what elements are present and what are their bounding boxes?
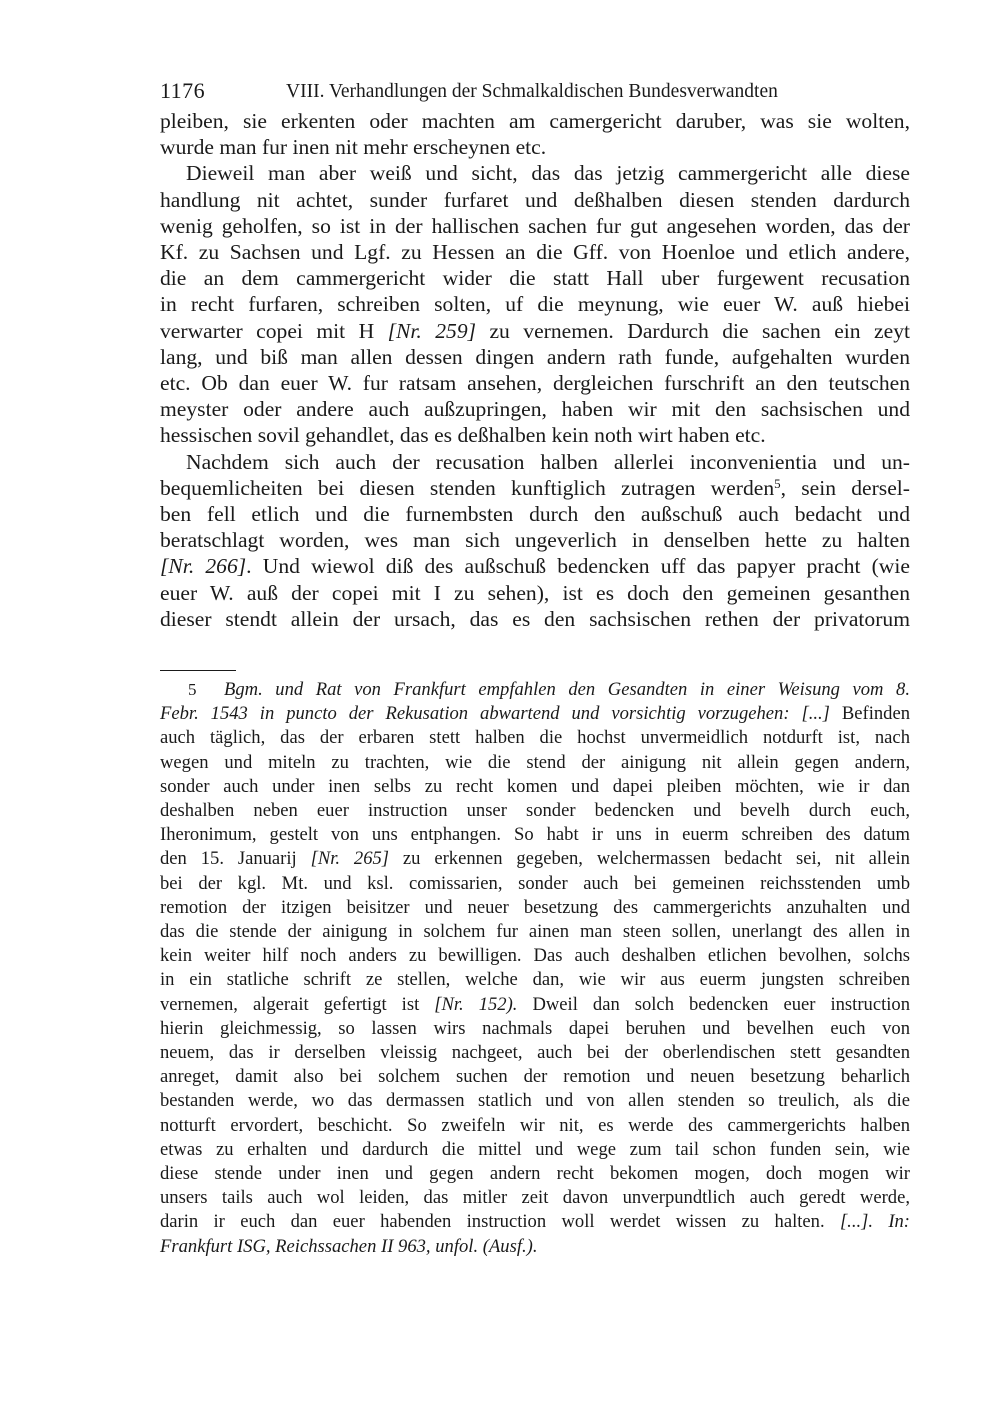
text-line: dieser stendt allein der ursach, das es den sachsischen rethen der privatorum	[160, 606, 910, 631]
footnote-line: bei der kgl. Mt. und ksl. comissarien, sonder auch bei gemeinen reichsstenden umb	[160, 872, 910, 894]
text-line: beratschlagt worden, wes man sich ungeverlich in denselben hette zu halten	[160, 528, 910, 553]
text-line	[160, 553, 910, 579]
footnote-line: sonder auch under inen selbs zu recht komen und dapei pleiben möchten, wie ir dan	[160, 775, 910, 797]
text-segment: verwarter copei mit H	[160, 318, 388, 343]
footnote-line	[160, 993, 910, 1017]
footnote-line: etwas zu erhalten und dardurch die mittel und wege zum tail schon funden sein, wie	[160, 1138, 910, 1160]
cross-reference: [Nr. 152).	[434, 993, 518, 1015]
footnote	[160, 678, 910, 1259]
text-line: etc. Ob dan euer W. fur ratsam ansehen, dergleichen furschrift an den teutschen	[160, 371, 910, 396]
text-line: wurde man fur inen nit mehr erscheynen etc.	[160, 135, 547, 160]
source-citation: Frankfurt ISG, Reichssachen II 963, unfol. (Ausf.).	[160, 1235, 538, 1257]
text-line: pleiben, sie erkenten oder machten am camergericht daruber, was sie wolten,	[160, 109, 910, 133]
footnote-line: in ein statliche schrift ze stellen, welche dan, wie wir aus euerm jungsten schreiben	[160, 969, 910, 991]
footnote-line: wegen und miteln zu trachten, wie die stend der ainigung nit allein gegen andern,	[160, 751, 910, 773]
footnote-number: 5	[188, 680, 197, 699]
text-line: Kf. zu Sachsen und Lgf. zu Hessen an die Gff. von Hoenloe und etlich andere,	[160, 240, 910, 265]
text-segment: Dweil dan solch bedencken euer instruction	[517, 993, 911, 1015]
text-line	[160, 318, 910, 344]
page	[160, 78, 910, 632]
text-line: ben fell etlich und die furnembsten durch den außschuß auch bedacht und	[160, 502, 910, 527]
text-segment: darin ir euch dan euer habenden instruction woll werdet wissen zu halten.	[160, 1211, 840, 1233]
text-line: euer W. auß der copei mit I zu sehen), ist es doch den gemeinen gesanthen	[160, 580, 910, 605]
footnote-line: diese stende under inen und gegen andern recht bekomen mogen, doch mogen wir	[160, 1163, 910, 1185]
text-line: Dieweil man aber weiß und sicht, das das jetzig cammergericht alle diese	[186, 161, 910, 186]
footnote-line	[160, 1235, 910, 1259]
running-title: VIII. Verhandlungen der Schmalkaldischen Bundesverwandten	[286, 81, 778, 102]
text-segment: zu erkennen gegeben, welchermassen bedacht sei, nit allein	[389, 848, 910, 870]
text-segment: vernemen, algerait gefertigt ist	[160, 993, 435, 1015]
text-segment: , sein dersel-	[780, 475, 910, 500]
text-segment: den 15. Januarij	[160, 848, 311, 870]
footnote-line: bestanden werde, wo das dermassen statlich und von allen stenden so treulich, als die	[160, 1090, 910, 1112]
footnote-line: notturft ervordert, beschicht. So zweifeln wir nit, es werde des cammergerichts halben	[160, 1114, 910, 1136]
text-line: lang, und biß man allen dessen dingen andern rath funde, aufgehalten wurden	[160, 344, 910, 369]
text-line: handlung nit achtet, sunder furfaret und deßhalben diesen stenden dardurch	[160, 187, 910, 212]
running-header	[160, 78, 910, 108]
text-line: wenig geholfen, so ist in der hallischen sachen fur gut angesehen worden, das der	[160, 213, 910, 238]
footnote-line: das die stende der ainigung in solchem fur ainen man steen sollen, unerlangt des allen in	[160, 921, 910, 943]
text-segment: bequemlicheiten bei diesen stenden kunftiglich zutragen werden	[160, 475, 775, 500]
source-citation: [...]. In:	[839, 1211, 910, 1233]
text-line: in recht furfaren, schreiben solten, uf die meynung, wie euer W. auß hiebei	[160, 292, 910, 317]
footnote-line: kein weiter hilf noch anders zu bewilligen. Das auch deshalben etlichen bevolhen, solchs	[160, 945, 910, 967]
footnote-line	[160, 702, 910, 726]
footnote-line: Iheronimum, gestelt von uns entphangen. So habt ir uns in euerm schreiben des datum	[160, 824, 910, 846]
text-line: Nachdem sich auch der recusation halben allerlei inconvenientia und un-	[186, 449, 910, 474]
footnote-line: hierin gleichmessig, so lassen wirs nachmals dapei beruhen und bevelhen euch von	[160, 1017, 910, 1039]
footnote-line	[160, 678, 910, 702]
footnote-rule	[160, 670, 236, 671]
footnote-line: unsers tails auch wol leiden, das mitler zeit davon unverpundtlich auch geredt werde,	[160, 1187, 910, 1209]
text-segment: . Und wiewol diß des außschuß bedencken uff das papyer pracht (wie	[246, 554, 910, 579]
footnote-marker: 5	[774, 475, 781, 491]
page-number: 1176	[160, 78, 206, 103]
footnote-line: neuem, das ir derselben vleissig nachgeet, auch bei der oberlendischen stett gesandten	[160, 1042, 910, 1064]
cross-reference: [Nr. 265]	[310, 848, 390, 870]
editorial-note: Febr. 1543 in puncto der Rekusation abwartend und vorsichtig vorzugehen: [...]	[160, 703, 830, 725]
text-segment: zu vernemen. Dardurch die sachen ein zeyt	[476, 318, 910, 343]
footnote-line	[160, 1210, 910, 1234]
text-line: hessischen sovil gehandlet, das es deßhalben kein noth wirt haben etc.	[160, 423, 766, 448]
text-line: die an dem cammergericht wider die statt Hall uber furgewent recusation	[160, 266, 910, 291]
text-line	[160, 475, 910, 501]
footnote-line	[160, 847, 910, 871]
footnote-line: remotion der itzigen beisitzer und neuer besetzung des cammergerichts anzuhalten und	[160, 896, 910, 918]
text-line: meyster oder andere auch außzupringen, haben wir mit den sachsischen und	[160, 397, 910, 422]
text-segment: Befinden	[829, 703, 911, 725]
footnote-line: auch täglich, das der erbaren stett halben die hochst unvermeidlich notdurft ist, nach	[160, 727, 910, 749]
editorial-note: Bgm. und Rat von Frankfurt empfahlen den Gesandten in einer Weisung vom 8.	[224, 679, 910, 700]
cross-reference: [Nr. 266]	[160, 554, 247, 579]
main-text	[160, 108, 910, 632]
footnote-line: anreget, damit also bei solchem suchen der remotion und neuen besetzung beharlich	[160, 1066, 910, 1088]
cross-reference: [Nr. 259]	[387, 318, 477, 343]
footnote-line: deshalben neben euer instruction unser sonder bedencken und bevelh durch euch,	[160, 800, 910, 822]
